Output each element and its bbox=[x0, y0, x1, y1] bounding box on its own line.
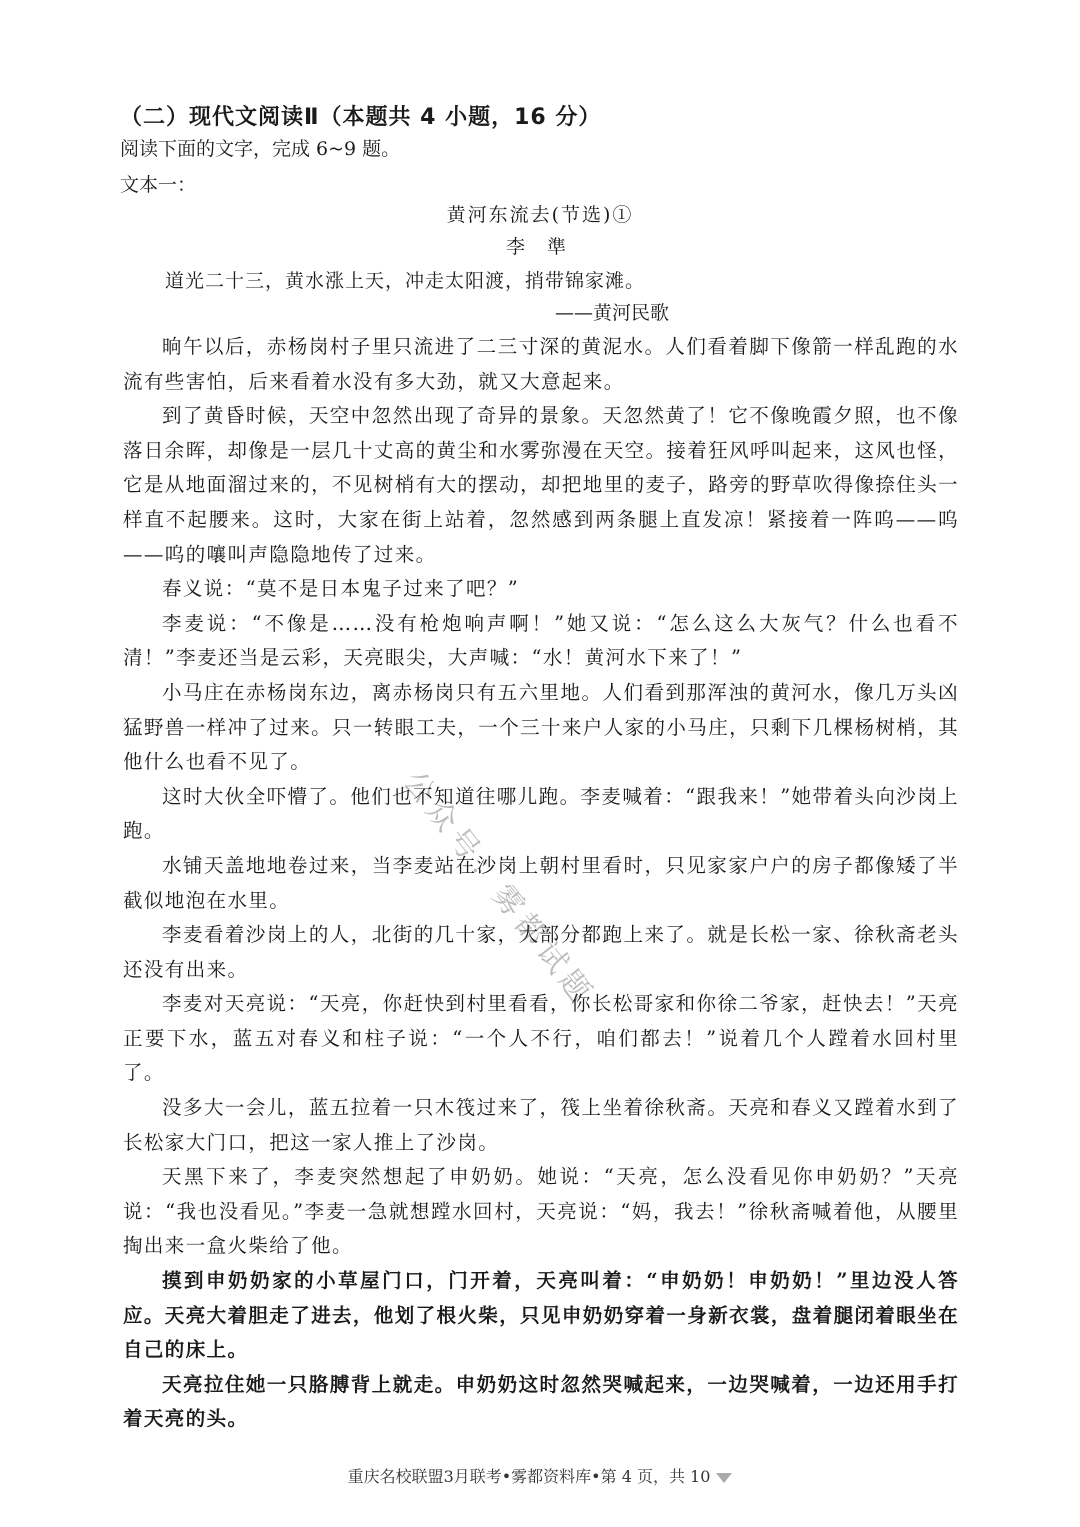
paragraph: 摸到申奶奶家的小草屋门口，门开着，天亮叫着：“申奶奶！申奶奶！”里边没人答应。天亮大着胆走了进去，他划了根火柴，只见申奶奶穿着一身新衣裳，盘着腿闭着眼坐在自己的床上。 bbox=[123, 1269, 960, 1362]
paragraph: 李麦对天亮说：“天亮，你赶快到村里看看，你长松哥家和你徐二爷家，赶快去！”天亮正要下水，蓝五对春义和柱子说：“一个人不行，咱们都去！”说着几个人蹚着水回村里了。 bbox=[123, 992, 959, 1085]
footer-marker-icon bbox=[716, 1473, 732, 1483]
paragraph: 晌午以后，赤杨岗村子里只流进了二三寸深的黄泥水。人们看着脚下像箭一样乱跑的水流有些害怕，后来看着水没有多大劲，就又大意起来。 bbox=[123, 335, 959, 393]
reading-instruction: 阅读下面的文字，完成 6~9 题。 bbox=[120, 138, 401, 160]
paragraph: 李麦看着沙岗上的人，北街的几十家，大部分都跑上来了。就是长松一家、徐秋斋老头还没有出来。 bbox=[123, 923, 959, 981]
paragraph: 李麦说：“不像是……没有枪炮响声啊！”她又说：“怎么这么大灰气？什么也看不清！”李麦还当是云彩，天亮眼尖，大声喊：“水！黄河水下来了！” bbox=[123, 611, 959, 670]
paragraph: 到了黄昏时候，天空中忽然出现了奇异的景象。天忽然黄了！它不像晚霞夕照，也不像落日余晖，却像是一层几十丈高的黄尘和水雾弥漫在天空。接着狂风呼叫起来，这风也怪，它是从地面溜过来的，不见树梢有大的摆动，却把地里的麦子，路旁的野草吹得像捺住头一样直不起腰来。这时，大家在街上站着，忽然感到两条腿上直发凉！紧接着一阵呜——呜——呜的嚷叫声隐隐地传了过来。 bbox=[123, 404, 960, 566]
watermark: 公众号：雾都试题 bbox=[396, 764, 602, 1014]
text-label: 文本一： bbox=[120, 174, 197, 196]
paragraph: 这时大伙全吓懵了。他们也不知道往哪儿跑。李麦喊着：“跟我来！”她带着头向沙岗上跑。 bbox=[123, 784, 959, 843]
section-title: （二）现代文阅读Ⅱ（本题共 4 小题，16 分） bbox=[120, 105, 602, 130]
footer-text: 重庆名校联盟3月联考•雾都资料库•第 4 页，共 10 bbox=[347, 1467, 711, 1486]
paragraph: 水铺天盖地地卷过来，当李麦站在沙岗上朝村里看时，只见家家户户的房子都像矮了半截似地泡在水里。 bbox=[123, 853, 959, 912]
paragraph: 天黑下来了，李麦突然想起了申奶奶。她说：“天亮，怎么没看见你申奶奶？”天亮说：“我也没看见。”李麦一急就想蹚水回村，天亮说：“妈，我去！”徐秋斋喊着他，从腰里掏出来一盒火柴给了他。 bbox=[123, 1165, 959, 1258]
epigraph-source: ——黄河民歌 bbox=[555, 302, 670, 324]
page-footer bbox=[0, 1464, 1080, 1487]
article-title: 黄河东流去(节选)① bbox=[446, 204, 634, 226]
paragraph: 天亮拉住她一只胳膊背上就走。申奶奶这时忽然哭喊起来，一边哭喊着，一边还用手打着天亮的头。 bbox=[123, 1372, 959, 1431]
paragraph: 春义说：“莫不是日本鬼子过来了吧？” bbox=[162, 577, 520, 601]
paragraph: 小马庄在赤杨岗东边，离赤杨岗只有五六里地。人们看到那浑浊的黄河水，像几万头凶猛野兽一样冲了过来。只一转眼工夫，一个三十来户人家的小马庄，只剩下几棵杨树梢，其他什么也看不见了。 bbox=[123, 680, 960, 774]
epigraph: 道光二十三，黄水涨上天，冲走太阳渡，捎带锦家滩。 bbox=[165, 270, 646, 292]
paragraph: 没多大一会儿，蓝五拉着一只木筏过来了，筏上坐着徐秋斋。天亮和春义又蹚着水到了长松家大门口，把这一家人推上了沙岗。 bbox=[123, 1096, 959, 1154]
article-body bbox=[123, 330, 959, 1437]
article-author: 李 準 bbox=[505, 236, 575, 258]
